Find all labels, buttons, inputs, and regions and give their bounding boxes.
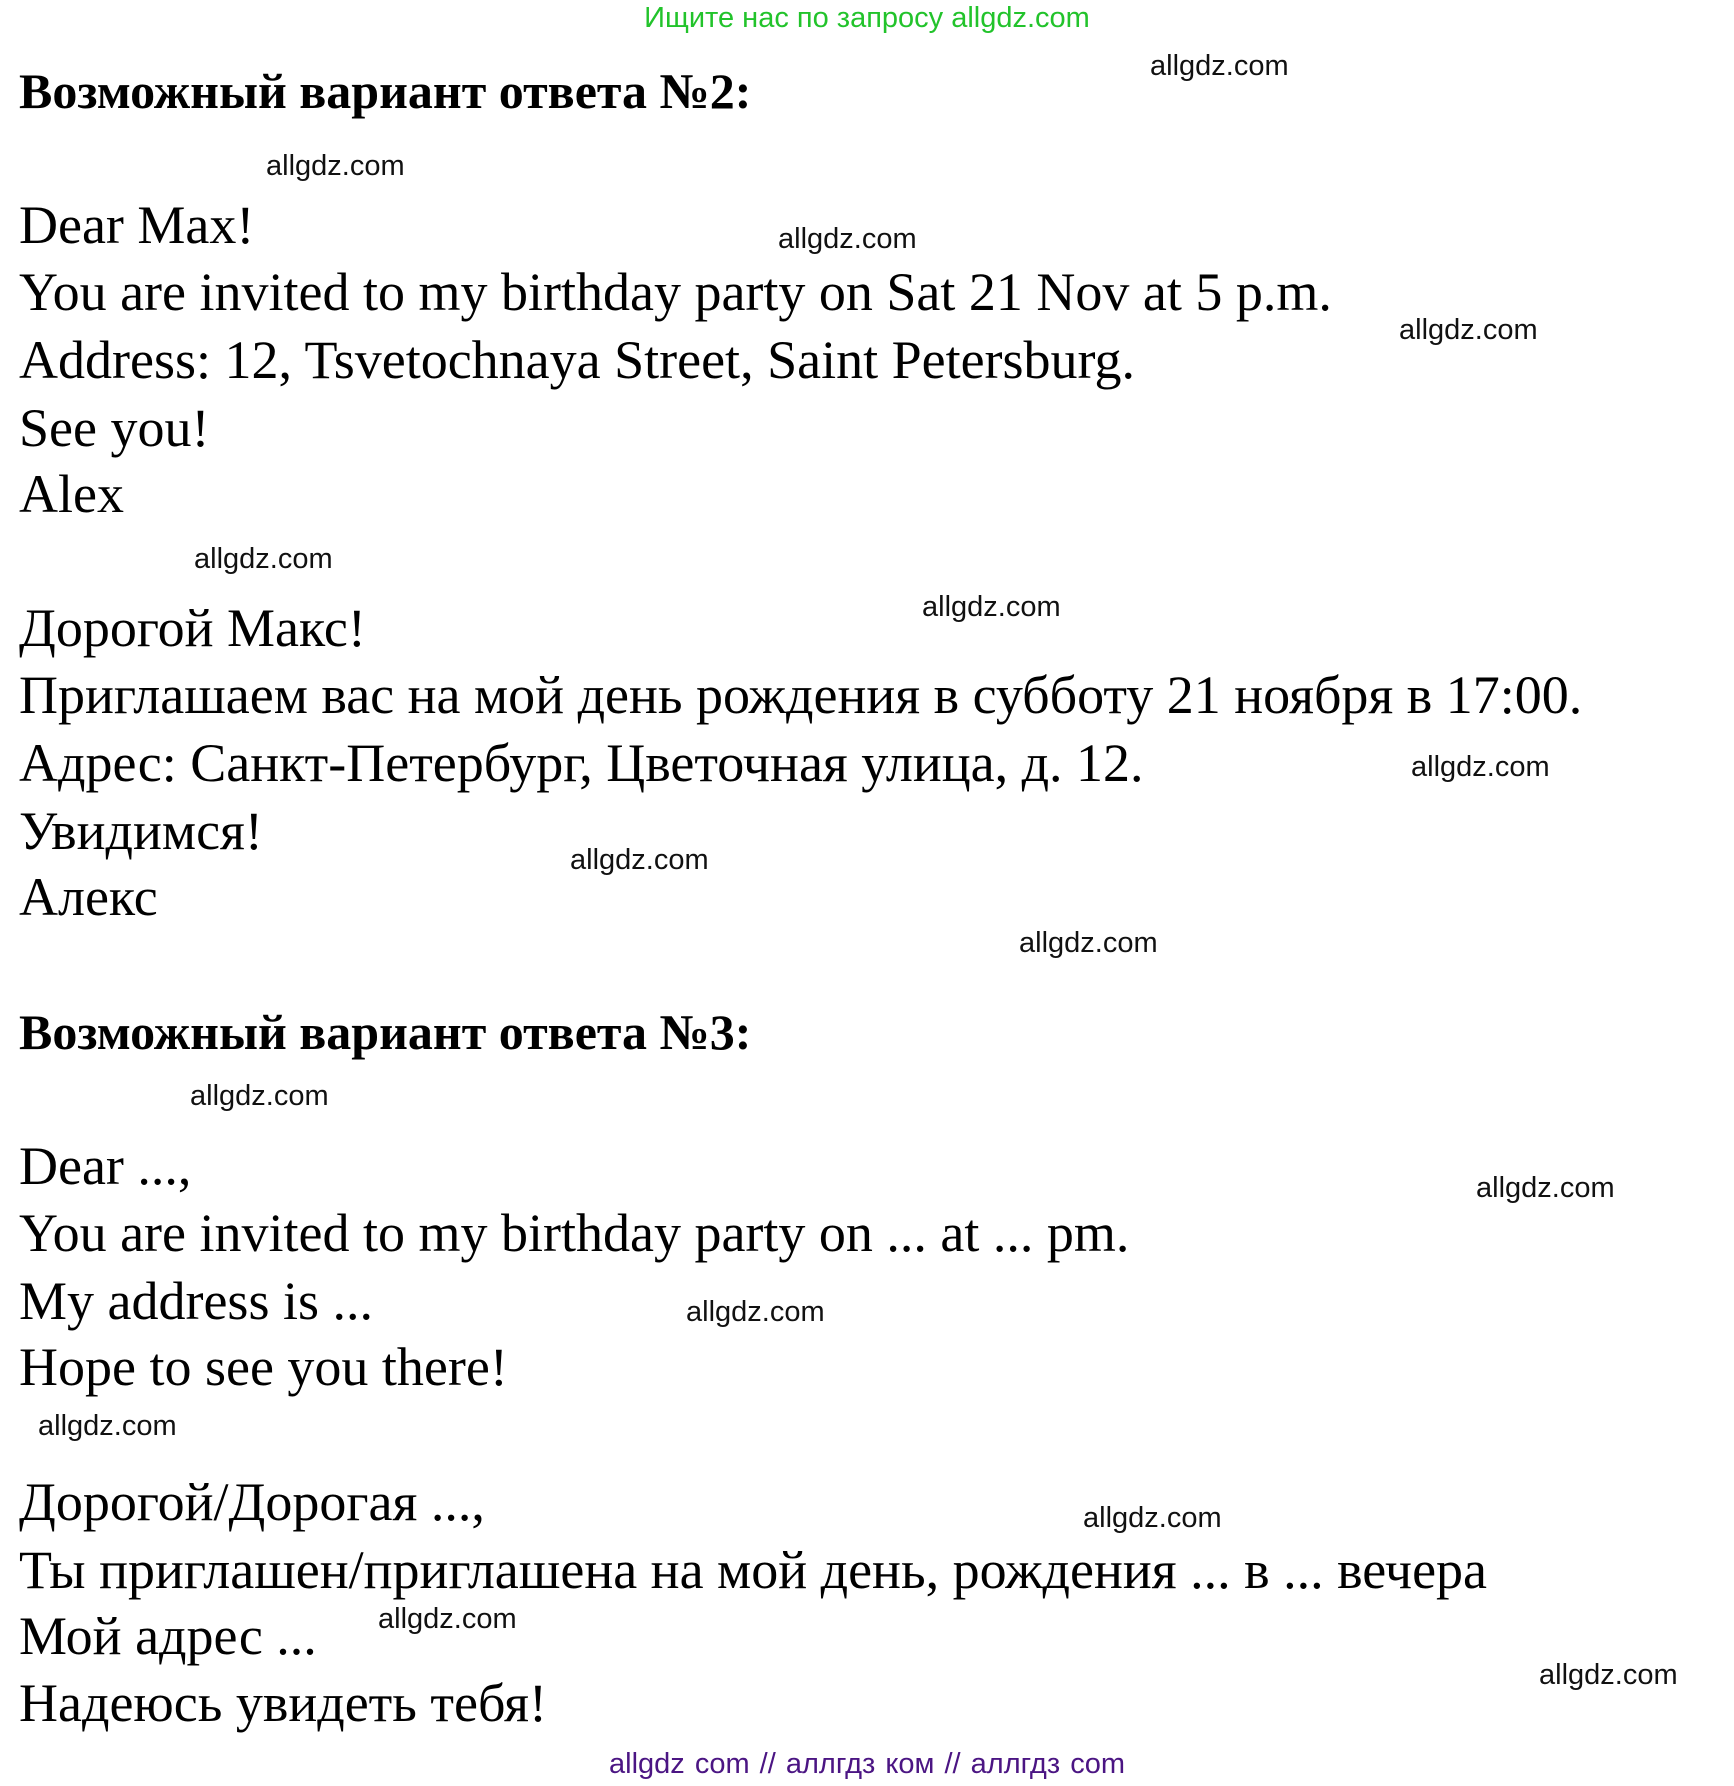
- answer-2-english-line-5: Alex: [19, 464, 124, 524]
- answer-2-heading: Возможный вариант ответа №2:: [19, 63, 752, 119]
- watermark: allgdz.com: [922, 591, 1061, 623]
- answer-2-russian-line-5: Алекс: [19, 867, 158, 927]
- answer-3-english-line-2: You are invited to my birthday party on ... at ... pm.: [19, 1203, 1130, 1263]
- search-banner: Ищите нас по запросу allgdz.com: [644, 2, 1090, 34]
- watermark: allgdz.com: [1019, 927, 1158, 959]
- footer-links: allgdz com // аллгдз ком // аллгдз com: [609, 1748, 1125, 1780]
- answer-3-russian-line-1: Дорогой/Дорогая ...,: [19, 1472, 485, 1532]
- answer-2-russian-line-2: Приглашаем вас на мой день рождения в субботу 21 ноября в 17:00.: [19, 665, 1583, 725]
- answer-3-heading: Возможный вариант ответа №3:: [19, 1004, 752, 1060]
- watermark: allgdz.com: [1150, 50, 1289, 82]
- watermark: allgdz.com: [570, 844, 709, 876]
- answer-2-english-line-4: See you!: [19, 398, 210, 458]
- watermark: allgdz.com: [1539, 1659, 1678, 1691]
- watermark: allgdz.com: [1083, 1502, 1222, 1534]
- answer-3-russian-line-2: Ты приглашен/приглашена на мой день, рождения ... в ... вечера: [19, 1540, 1488, 1600]
- answer-3-russian-line-4: Надеюсь увидеть тебя!: [19, 1673, 547, 1733]
- watermark: allgdz.com: [778, 223, 917, 255]
- answer-2-russian-line-3: Адрес: Санкт-Петербург, Цветочная улица, д. 12.: [19, 733, 1144, 793]
- answer-3-english-line-3: My address is ...: [19, 1271, 373, 1331]
- watermark: allgdz.com: [1411, 751, 1550, 783]
- answer-2-russian-line-4: Увидимся!: [19, 801, 263, 861]
- answer-3-russian-line-3: Мой адрес ...: [19, 1606, 317, 1666]
- watermark: allgdz.com: [38, 1410, 177, 1442]
- watermark: allgdz.com: [1399, 314, 1538, 346]
- answer-3-english-line-1: Dear ...,: [19, 1136, 192, 1196]
- watermark: allgdz.com: [194, 543, 333, 575]
- watermark: allgdz.com: [190, 1080, 329, 1112]
- answer-2-english-line-1: Dear Max!: [19, 195, 255, 255]
- answer-2-english-line-3: Address: 12, Tsvetochnaya Street, Saint Petersburg.: [19, 330, 1136, 390]
- watermark: allgdz.com: [378, 1603, 517, 1635]
- watermark: allgdz.com: [1476, 1172, 1615, 1204]
- watermark: allgdz.com: [686, 1296, 825, 1328]
- answer-2-russian-line-1: Дорогой Макс!: [19, 598, 366, 658]
- answer-3-english-line-4: Hope to see you there!: [19, 1337, 508, 1397]
- answer-2-english-line-2: You are invited to my birthday party on Sat 21 Nov at 5 p.m.: [19, 262, 1332, 322]
- watermark: allgdz.com: [266, 150, 405, 182]
